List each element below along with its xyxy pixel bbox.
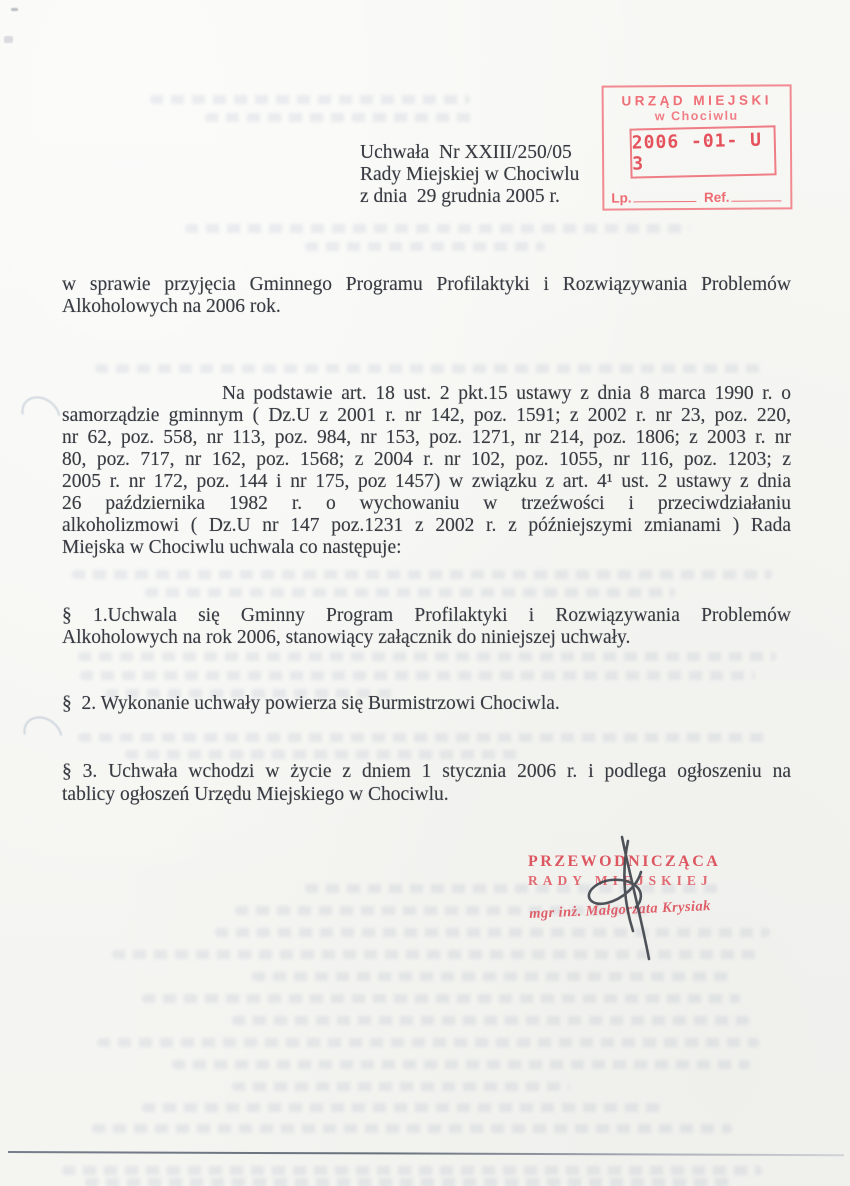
bleedthrough-line (305, 242, 545, 251)
bleedthrough-line (97, 1038, 759, 1047)
document-subject (62, 274, 791, 318)
bleedthrough-line (72, 570, 772, 579)
page-edge-line (8, 1151, 844, 1156)
handwritten-signature (560, 828, 680, 970)
document-title-block (360, 142, 579, 208)
section-line: § 2. Wykonanie uchwały powierza się Burmistrzowi Chociwla. (62, 693, 560, 714)
paragraph-line: Na podstawie art. 18 ust. 2 pkt.15 ustawy z dnia 8 marca 1990 r. o (222, 383, 791, 404)
scan-artifact-arc (14, 389, 68, 442)
bleedthrough-line (142, 1103, 660, 1112)
stamp-lp-blank-line (634, 201, 696, 202)
scan-speck (11, 8, 18, 11)
bleedthrough-line (85, 1178, 730, 1186)
section-2 (62, 693, 791, 715)
scan-speck (4, 36, 13, 43)
section-1 (62, 605, 791, 649)
stamp-office-place: w Chociwlu (654, 108, 739, 124)
chairwoman-role-line2: RADY MIEJSKIEJ (528, 873, 713, 888)
scan-artifact-arc (16, 709, 70, 762)
title-line-date: z dnia 29 grudnia 2005 r. (360, 186, 560, 207)
bleedthrough-line (92, 1124, 732, 1133)
section-3 (62, 760, 791, 806)
bleedthrough-line (215, 928, 770, 937)
bleedthrough-line (145, 588, 675, 597)
bleedthrough-line (142, 994, 740, 1003)
paragraph-line: 2005 r. nr 172, poz. 144 i nr 175, poz 1457) w związku z art. 4¹ ust. 2 ustawy z dnia (62, 471, 791, 492)
bleedthrough-line (205, 113, 475, 122)
stamp-ref-label: Ref. (703, 189, 730, 205)
stamp-date-box (629, 125, 776, 178)
section-line: § 3. Uchwała wchodzi w życie z dniem 1 stycznia 2006 r. i podlega ogłoszeniu na (62, 761, 791, 782)
paragraph-line: 26 października 1982 r. o wychowaniu w trzeźwości i przeciwdziałaniu (62, 493, 791, 514)
bleedthrough-line (78, 733, 768, 742)
paragraph-line: alkoholizmowi ( Dz.U nr 147 poz.1231 z 2002 r. z późniejszymi zmianami ) Rada (62, 515, 791, 536)
bleedthrough-line (252, 972, 730, 981)
bleedthrough-line (232, 1082, 570, 1091)
chairwoman-name: mgr inż. Małgorzata Krysiak (528, 898, 712, 922)
bleedthrough-line (150, 95, 470, 104)
subject-line: Alkoholowych na 2006 rok. (62, 296, 281, 317)
stamp-date: 2006 -01- U 3 (631, 129, 763, 175)
bleedthrough-line (185, 224, 690, 233)
legal-basis-paragraph (62, 383, 791, 559)
paragraph-line: samorządzie gminnym ( Dz.U z 2001 r. nr 142, poz. 1591; z 2002 r. nr 23, poz. 220, (62, 405, 791, 426)
stamp-registry-row (611, 189, 783, 205)
section-line: § 1.Uchwala się Gminny Program Profilaktyki i Rozwiązywania Problemów (62, 605, 791, 626)
bleedthrough-line (232, 1016, 750, 1025)
office-receipt-stamp (602, 84, 793, 210)
title-line-number: Uchwała Nr XXIII/250/05 (360, 142, 572, 163)
bleedthrough-line (80, 671, 755, 680)
paragraph-line: Miejska w Chociwlu uchwala co następuje: (62, 537, 402, 558)
subject-line: w sprawie przyjęcia Gminnego Programu Profilaktyki i Rozwiązywania Problemów (62, 274, 791, 295)
stamp-office-name: URZĄD MIEJSKI (621, 92, 772, 109)
bleedthrough-line (62, 1166, 762, 1175)
bleedthrough-line (172, 1060, 750, 1069)
title-line-council: Rady Miejskiej w Chociwlu (360, 164, 580, 185)
stamp-lp-label: Lp. (611, 190, 632, 206)
paragraph-line: nr 62, poz. 558, nr 113, poz. 984, nr 153, poz. 1271, nr 214, poz. 1806; z 2003 r. nr (62, 427, 791, 448)
chairwoman-role-line1: PRZEWODNICZĄCA (528, 853, 721, 870)
section-line: tablicy ogłoszeń Urzędu Miejskiego w Chociwlu. (62, 784, 449, 805)
bleedthrough-line (78, 652, 776, 661)
bleedthrough-line (125, 750, 520, 759)
section-line: Alkoholowych na rok 2006, stanowiący załącznik do niniejszej uchwały. (62, 627, 631, 648)
bleedthrough-line (95, 364, 760, 373)
stamp-ref-blank-line (731, 200, 781, 201)
paragraph-line: 80, poz. 717, nr 162, poz. 1568; z 2004 r. nr 102, poz. 1055, nr 116, poz. 1203; z (62, 449, 791, 470)
